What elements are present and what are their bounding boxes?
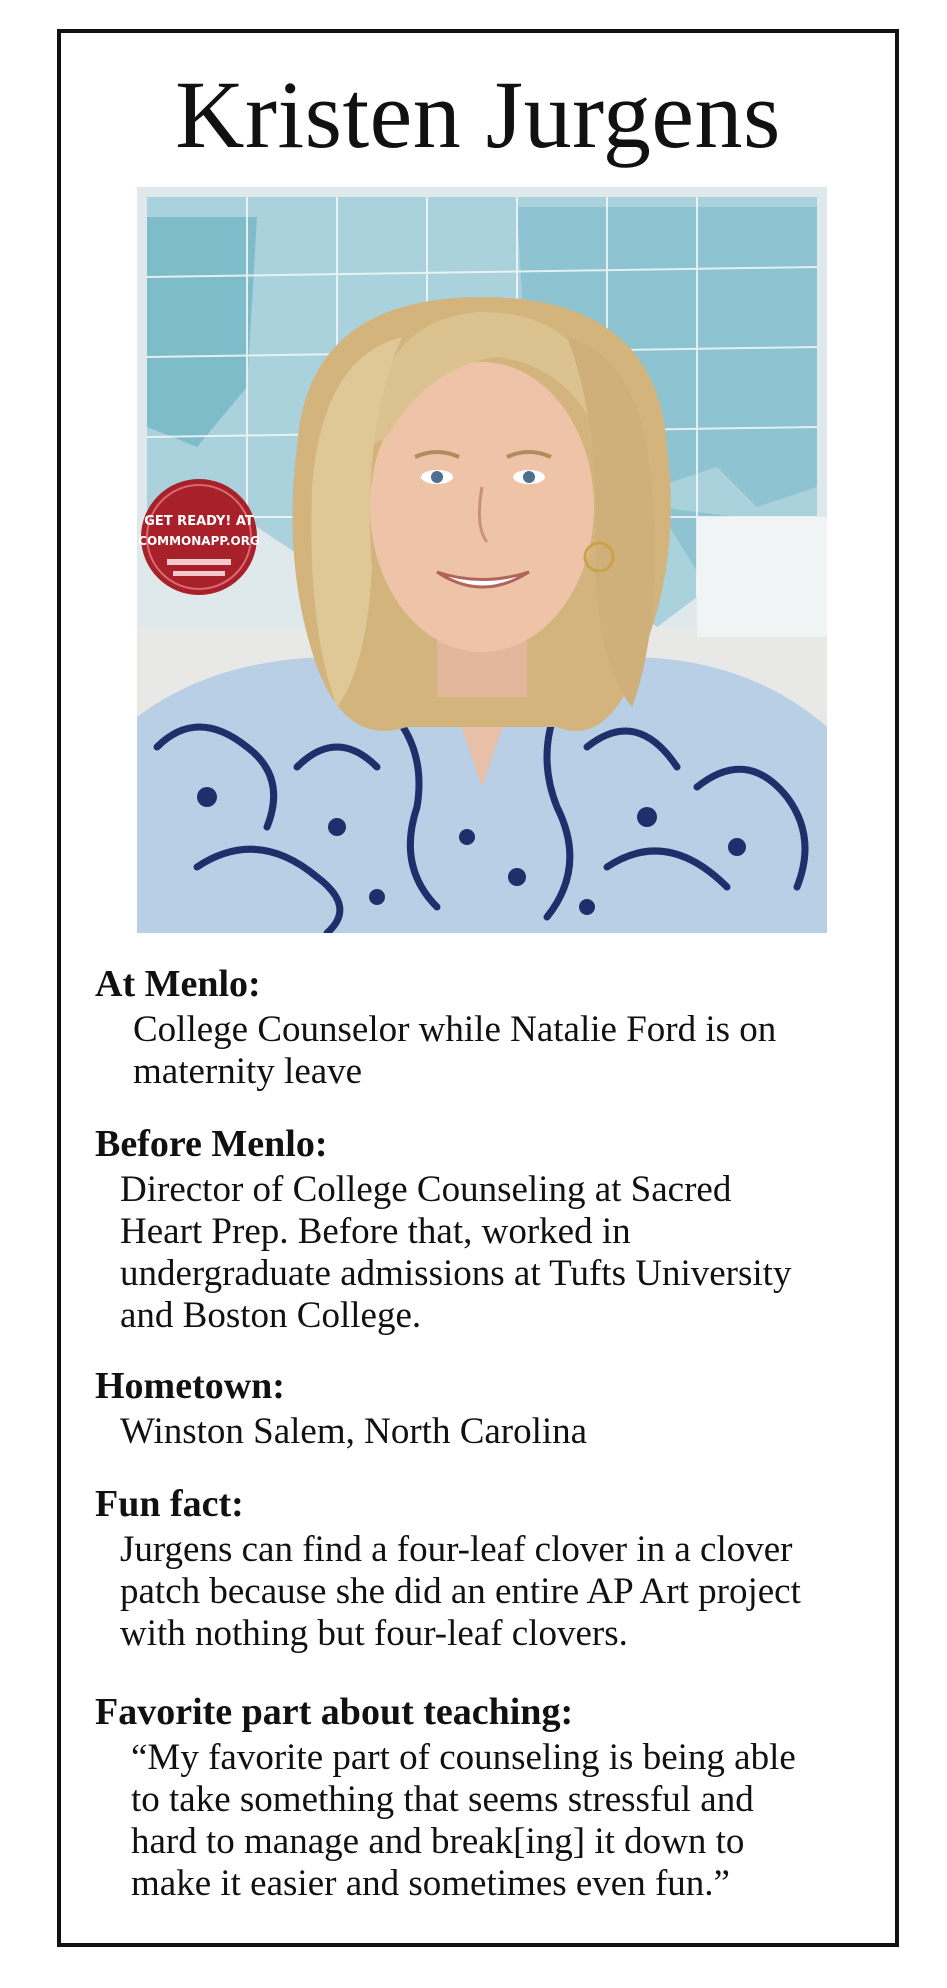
profile-name: Kristen Jurgens — [175, 61, 781, 168]
body-line: College Counselor while Natalie Ford is on — [133, 1009, 777, 1050]
section-title-at-menlo: At Menlo: — [95, 963, 261, 1005]
profile-photo — [137, 187, 827, 933]
section-body-before-menlo — [120, 1169, 791, 1337]
section-title-fun-fact: Fun fact: — [95, 1483, 244, 1525]
body-line: patch because she did an entire AP Art project — [120, 1571, 801, 1612]
body-line: undergraduate admissions at Tufts University — [120, 1253, 792, 1294]
body-line: hard to manage and break[ing] it down to — [131, 1821, 745, 1862]
sticker-text-2: COMMONAPP.ORG — [138, 534, 260, 548]
sticker-text-1: GET READY! AT — [144, 514, 254, 529]
section-body-fun-fact — [120, 1529, 801, 1655]
body-line: make it easier and sometimes even fun.” — [131, 1863, 730, 1904]
section-body-hometown — [120, 1411, 587, 1453]
section-title-hometown: Hometown: — [95, 1365, 285, 1407]
body-line: and Boston College. — [120, 1295, 422, 1336]
body-line: Heart Prep. Before that, worked in — [120, 1211, 631, 1252]
body-line: “My favorite part of counseling is being able — [131, 1737, 796, 1778]
section-body-favorite-part — [131, 1737, 796, 1905]
section-title-favorite-part: Favorite part about teaching: — [95, 1691, 574, 1733]
profile-card — [57, 29, 899, 1947]
body-line: maternity leave — [133, 1051, 363, 1092]
section-body-at-menlo — [133, 1009, 776, 1093]
body-line: to take something that seems stressful and — [131, 1779, 754, 1820]
section-title-before-menlo: Before Menlo: — [95, 1123, 328, 1165]
body-line: Director of College Counseling at Sacred — [120, 1169, 732, 1210]
body-line: with nothing but four-leaf clovers. — [120, 1613, 628, 1654]
body-line: Jurgens can find a four-leaf clover in a clover — [120, 1529, 793, 1570]
body-line: Winston Salem, North Carolina — [120, 1411, 588, 1452]
